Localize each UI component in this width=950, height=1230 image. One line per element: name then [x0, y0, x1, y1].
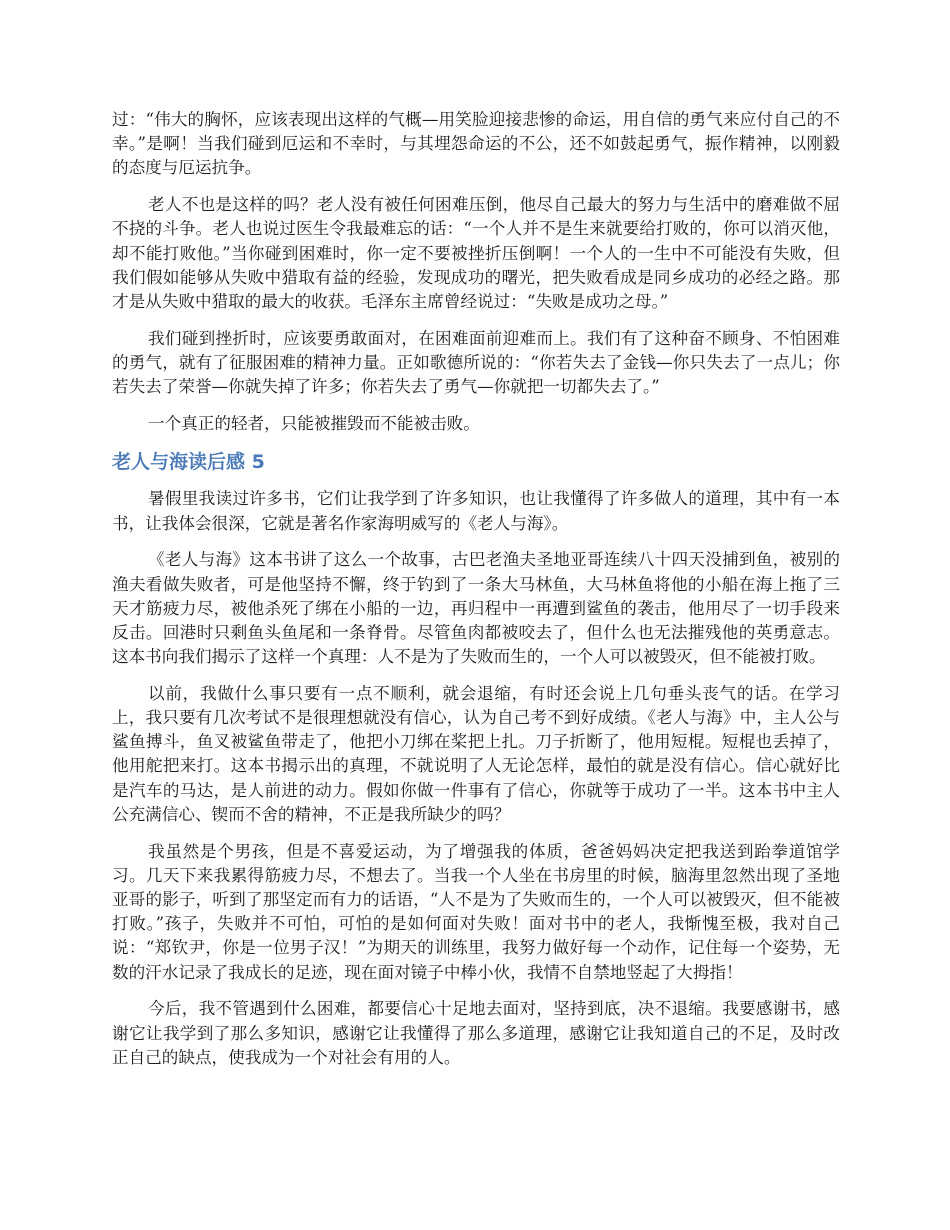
paragraph-story-summary: 《老人与海》这本书讲了这么一个故事，古巴老渔夫圣地亚哥连续八十四天没捕到鱼，被别的渔夫看做失败者，可是他坚持不懈，终于钓到了一条大马林鱼，大马林鱼将他的小船在海上拖了三天才筋疲力尽，被他杀死了绑在小船的一边，再归程中一再遭到鲨鱼的袭击，他用尽了一切手段来反击。回港时只剩鱼头鱼尾和一条脊骨。尽管鱼肉都被咬去了，但什么也无法摧残他的英勇意志。这本书向我们揭示了这样一个真理：人不是为了失败而生的，一个人可以被毁灭，但不能被打败。 — [112, 550, 840, 667]
paragraph-summer-reading: 暑假里我读过许多书，它们让我学到了许多知识，也让我懂得了许多做人的道理，其中有一本书，让我体会很深，它就是著名作家海明威写的《老人与海》。 — [112, 489, 840, 533]
paragraph-confidence-lesson: 以前，我做什么事只要有一点不顺利，就会退缩，有时还会说上几句垂头丧气的话。在学习上，我只要有几次考试不是很理想就没有信心，认为自己考不到好成绩。《老人与海》中，主人公与鲨鱼搏斗，鱼叉被鲨鱼带走了，他把小刀绑在桨把上扎。刀子折断了，他用短棍。短棍也丢掉了，他用舵把来打。这本书揭示出的真理，不就说明了人无论怎样，最怕的就是没有信心。信心就好比是汽车的马达，是人前进的动力。假如你做一件事有了信心，你就等于成功了一半。这本书中主人公充满信心、锲而不舍的精神，不正是我所缺少的吗？ — [112, 683, 840, 824]
section-heading: 老人与海读后感 5 — [112, 451, 265, 474]
paragraph-taekwondo-experience: 我虽然是个男孩，但是不喜爱运动，为了增强我的体质，爸爸妈妈决定把我送到跆拳道馆学习。几天下来我累得筋疲力尽，不想去了。当我一个人坐在书房里的时候，脑海里忽然出现了圣地亚哥的影子，听到了那坚定而有力的话语，“人不是为了失败而生的，一个人可以被毁灭，但不能被打败。”孩子，失败并不可怕，可怕的是如何面对失败！面对书中的老人，我惭愧至极，我对自己说：“郑钦尹，你是一位男子汉！”为期天的训练里，我努力做好每一个动作，记住每一个姿势，无数的汗水记录了我成长的足迹，现在面对镜子中棒小伙，我情不自禁地竖起了大拇指！ — [112, 841, 840, 982]
paragraph-true-strong-one: 一个真正的轻者，只能被摧毁而不能被击败。 — [148, 413, 480, 433]
paragraph-intro-continuation: 过：“伟大的胸怀，应该表现出这样的气概—用笑脸迎接悲惨的命运，用自信的勇气来应付自己的不幸。”是啊！当我们碰到厄运和不幸时，与其埋怨命运的不公，还不如鼓起勇气，振作精神，以刚毅的态度与厄运抗争。 — [112, 110, 840, 178]
paragraph-conclusion: 今后，我不管遇到什么困难，都要信心十足地去面对，坚持到底，决不退缩。我要感谢书，感谢它让我学到了那么多知识，感谢它让我懂得了那么多道理，感谢它让我知道自己的不足，及时改正自己的缺点，使我成为一个对社会有用的人。 — [112, 999, 840, 1067]
document-page — [112, 108, 840, 1082]
paragraph-old-man-not-defeated: 老人不也是这样的吗？老人没有被任何困难压倒，他尽自己最大的努力与生活中的磨难做不屈不挠的斗争。老人也说过医生令我最难忘的话：“一个人并不是生来就要给打败的，你可以消灭他，却不能打败他。”当你碰到困难时，你一定不要被挫折压倒啊！一个人的一生中不可能没有失败，但我们假如能够从失败中猎取有益的经验，发现成功的曙光，把失败看成是同乡成功的必经之路。那才是从失败中猎取的最大的收获。毛泽东主席曾经说过：“失败是成功之母。” — [112, 195, 840, 311]
paragraph-courage-facing-setbacks: 我们碰到挫折时，应该要勇敢面对，在困难面前迎难而上。我们有了这种奋不顾身、不怕困难的勇气，就有了征服困难的精神力量。正如歌德所说的：“你若失去了金钱—你只失去了一点儿；你若失去了荣誉—你就失掉了许多；你若失去了勇气—你就把一切都失去了。” — [112, 328, 840, 397]
